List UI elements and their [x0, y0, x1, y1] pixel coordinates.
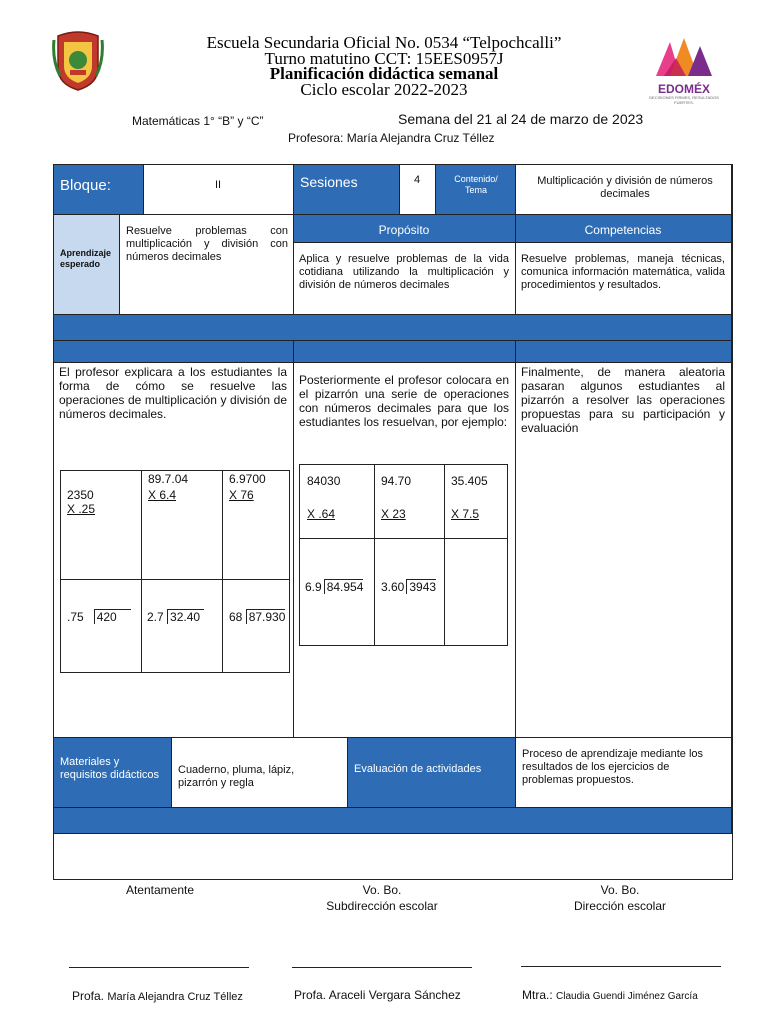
evaluacion-value-cell: Proceso de aprendizaje mediante los resultados de los ejercicios de problemas propuestos. — [516, 738, 732, 808]
op-div-1: .75 420 — [67, 610, 131, 624]
materiales-value-cell: Cuaderno, pluma, lápiz, pizarrón y regla — [172, 738, 348, 808]
signature-line-1 — [69, 967, 249, 968]
op-div-5: 3.60 3943 — [381, 580, 437, 594]
edomex-tagline: DECISIONES FIRMES, RESULTADOS FUERTES. — [649, 95, 719, 105]
op-mult-2-top: 89.7.04 — [148, 472, 189, 486]
state-seal-logo — [52, 30, 104, 92]
evaluacion-label-cell: Evaluación de actividades — [348, 738, 516, 808]
contenido-label-cell: Contenido/ Tema — [436, 165, 516, 215]
cierre-cell: Finalmente, de manera aleatoria pasaran algunos estudiantes al pizarrón a resolver las operaciones propuestas para su participación y evaluación — [516, 363, 732, 738]
signature-col-2-title: Vo. Bo. — [362, 883, 402, 897]
bloque-value-cell: II — [144, 165, 294, 215]
header-block — [150, 34, 618, 98]
signature-name-2: Profa. Araceli Vergara Sánchez — [294, 988, 461, 1002]
edomex-wordmark: EDOMÉX — [657, 82, 710, 96]
desarrollo-cell: Posteriormente el profesor colocara en el pizarrón una serie de operaciones con números decimales para que los estudiantes los resuelvan, por ejemplo: — [294, 363, 516, 738]
inicio-header-bar — [54, 341, 294, 363]
op-mult-3-bottom: X 76 — [229, 488, 254, 502]
proposito-value-cell: Aplica y resuelve problemas de la vida cotidiana utilizando la multiplicación y división de números decimales — [294, 243, 516, 315]
op-mult-1-top: 2350 — [67, 488, 94, 502]
teacher-label: Profesora: María Alejandra Cruz Téllez — [288, 131, 495, 145]
op-div-2: 2.7 32.40 — [147, 610, 204, 624]
competencias-value-cell: Resuelve problemas, maneja técnicas, comunica información matemática, valida procedimientos y resultados. — [516, 243, 732, 315]
op-mult-6-bottom: X 7.5 — [451, 507, 480, 521]
subject-label: Matemáticas 1° “B” y “C” — [132, 114, 264, 128]
aprendizaje-label-cell: Aprendizaje esperado — [54, 215, 120, 315]
inicio-cell: El profesor explicara a los estudiantes la forma de cómo se resuelve las operaciones de multiplicación y división de números decimales. — [54, 363, 294, 738]
op-mult-2-bottom: X 6.4 — [148, 488, 177, 502]
desarrollo-header-bar — [294, 341, 516, 363]
shift-cct: Turno matutino CCT: 15EES0957J — [264, 49, 504, 68]
school-cycle: Ciclo escolar 2022-2023 — [300, 80, 468, 99]
separator-bar-1 — [54, 315, 732, 341]
op-mult-4-bottom: X .64 — [307, 507, 336, 521]
signature-line-3 — [521, 966, 721, 967]
proposito-label-cell: Propósito — [294, 215, 516, 243]
signature-name-3: Mtra.: Claudia Guendi Jiménez García — [522, 988, 698, 1002]
edomex-logo — [648, 36, 720, 106]
op-mult-5-top: 94.70 — [381, 474, 412, 488]
week-label: Semana del 21 al 24 de marzo de 2023 — [398, 111, 644, 127]
notes-empty-row — [54, 834, 732, 879]
op-div-4: 6.9 84.954 — [305, 580, 364, 594]
signature-col-2-subtitle: Subdirección escolar — [326, 899, 438, 913]
op-mult-4-top: 84030 — [307, 474, 341, 488]
aprendizaje-value-cell: Resuelve problemas con multiplicación y división con números decimales — [120, 215, 294, 315]
op-div-3: 68 87.930 — [229, 610, 286, 624]
separator-bar-2 — [54, 808, 732, 834]
op-mult-6-top: 35.405 — [451, 474, 488, 488]
signature-line-2 — [292, 967, 472, 968]
materiales-label-cell: Materiales y requisitos didácticos — [54, 738, 172, 808]
competencias-label-cell: Competencias — [516, 215, 732, 243]
signature-name-1: Profa. María Alejandra Cruz Téllez — [72, 989, 243, 1003]
signature-col-1-title: Atentamente — [125, 883, 195, 897]
op-mult-3-top: 6.9700 — [229, 472, 266, 486]
ops-grid-middle — [299, 464, 508, 646]
cierre-header-bar — [516, 341, 732, 363]
contenido-value-cell: Multiplicación y división de números decimales — [516, 165, 732, 215]
edomex-mark-icon — [652, 36, 716, 76]
sesiones-label-cell: Sesiones — [294, 165, 400, 215]
signature-col-3-title: Vo. Bo. — [600, 883, 640, 897]
op-mult-1-bottom: X .25 — [67, 502, 96, 516]
school-name: Escuela Secundaria Oficial No. 0534 “Telpochcalli” — [206, 33, 562, 52]
document-title: Planificación didáctica semanal — [269, 64, 499, 83]
bloque-label-cell: Bloque: — [54, 165, 144, 215]
signature-col-3-subtitle: Dirección escolar — [573, 899, 667, 913]
op-mult-5-bottom: X 23 — [381, 507, 406, 521]
sesiones-value-cell: 4 — [400, 165, 436, 215]
